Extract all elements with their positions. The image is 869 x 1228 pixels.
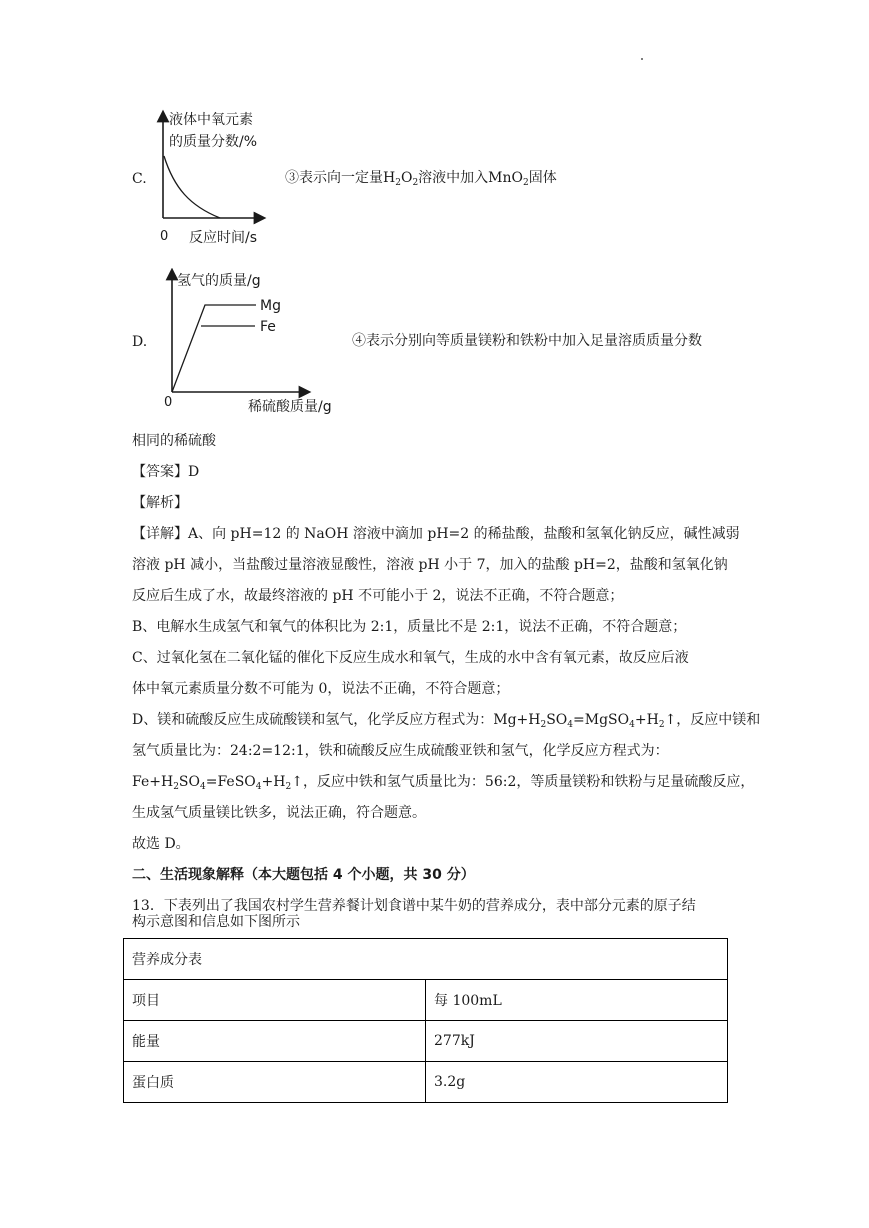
detail-line-8: 氢气质量比为：24:2=12:1，铁和硫酸反应生成硫酸亚铁和氢气，化学反应方程式为： [132, 743, 669, 759]
analysis-title: 【解析】 [132, 495, 188, 511]
option-d-description-cont: 相同的稀硫酸 [132, 433, 216, 449]
table-cell-item: 蛋白质 [124, 1062, 426, 1103]
detail-line-2: 溶液 pH 减小，当盐酸过量溶液显酸性，溶液 pH 小于 7，加入的盐酸 pH=2，盐酸和氢氧化钠 [132, 557, 728, 573]
option-c-letter: C. [132, 171, 147, 187]
table-cell-item: 能量 [124, 1021, 426, 1062]
table-cell-value: 3.2g [426, 1062, 728, 1103]
detail-line-6: 体中氧元素质量分数不可能为 0，说法不正确，不符合题意； [132, 681, 510, 697]
detail-line-10: 生成氢气质量镁比铁多，说法正确，符合题意。 [132, 805, 426, 821]
option-c-graph [150, 108, 280, 248]
detail-line-1: 【详解】A、向 pH=12 的 NaOH 溶液中滴加 pH=2 的稀盐酸，盐酸和氢氧化钠反应，碱性减弱 [132, 526, 740, 542]
option-c-curve [164, 156, 220, 218]
option-d-y-label: 氢气的质量/g [177, 273, 261, 289]
table-row [124, 1021, 728, 1062]
detail-line-3: 反应后生成了水，故最终溶液的 pH 不可能小于 2，说法不正确，不符合题意； [132, 588, 624, 604]
table-row [124, 1062, 728, 1103]
table-cell-item: 项目 [124, 980, 426, 1021]
option-c-y-label-1: 液体中氧元素 [169, 112, 253, 128]
option-c-description: ③表示向一定量$H_2O_2$溶液中加入MnO$_2$固体 [285, 170, 557, 188]
detail-line-7: D、镁和硫酸反应生成硫酸镁和氢气，化学反应方程式为：$Mg+H_2SO_4=MgSO_4+H_2↑$，反应中镁和 [132, 712, 761, 730]
option-d-mg-line [172, 305, 256, 392]
nutrition-table [123, 938, 728, 1103]
section-2-title: 二、生活现象解释（本大题包括 4 个小题，共 30 分） [132, 867, 475, 883]
option-c-x-label: 反应时间/s [189, 230, 258, 246]
option-d-origin: 0 [164, 395, 173, 410]
table-row [124, 980, 728, 1021]
detail-line-4: B、电解水生成氢气和氧气的体积比为 2:1，质量比不是 2:1，说法不正确，不符合题意； [132, 619, 687, 635]
option-d-x-label: 稀硫酸质量/g [248, 399, 332, 415]
question-13-line-1: 13．下表列出了我国农村学生营养餐计划食谱中某牛奶的营养成分，表中部分元素的原子结 [132, 898, 696, 914]
detail-line-11: 故选 D。 [132, 836, 190, 852]
option-c-origin: 0 [160, 229, 169, 244]
page-dot [641, 58, 643, 60]
option-d-description: ④表示分别向等质量镁粉和铁粉中加入足量溶质质量分数 [352, 333, 702, 349]
table-cell-value: 每 100mL [426, 980, 728, 1021]
option-d-letter: D. [132, 334, 148, 350]
answer-line: 【答案】D [132, 464, 200, 480]
option-d-fe-label: Fe [260, 319, 276, 335]
table-caption-row [124, 939, 728, 980]
option-d-graph [155, 268, 345, 418]
table-caption: 营养成分表 [124, 939, 728, 980]
detail-line-5: C、过氧化氢在二氧化锰的催化下反应生成水和氧气，生成的水中含有氧元素，故反应后液 [132, 650, 689, 666]
detail-line-9: $Fe+H_2SO_4=FeSO_4+H_2↑$，反应中铁和氢气质量比为：56:2，等质量镁粉和铁粉与足量硫酸反应， [132, 774, 755, 792]
option-c-y-label-2: 的质量分数/% [169, 134, 258, 150]
table-cell-value: 277kJ [426, 1021, 728, 1062]
question-13-line-2: 构示意图和信息如下图所示 [132, 914, 300, 930]
option-d-mg-label: Mg [260, 298, 281, 314]
